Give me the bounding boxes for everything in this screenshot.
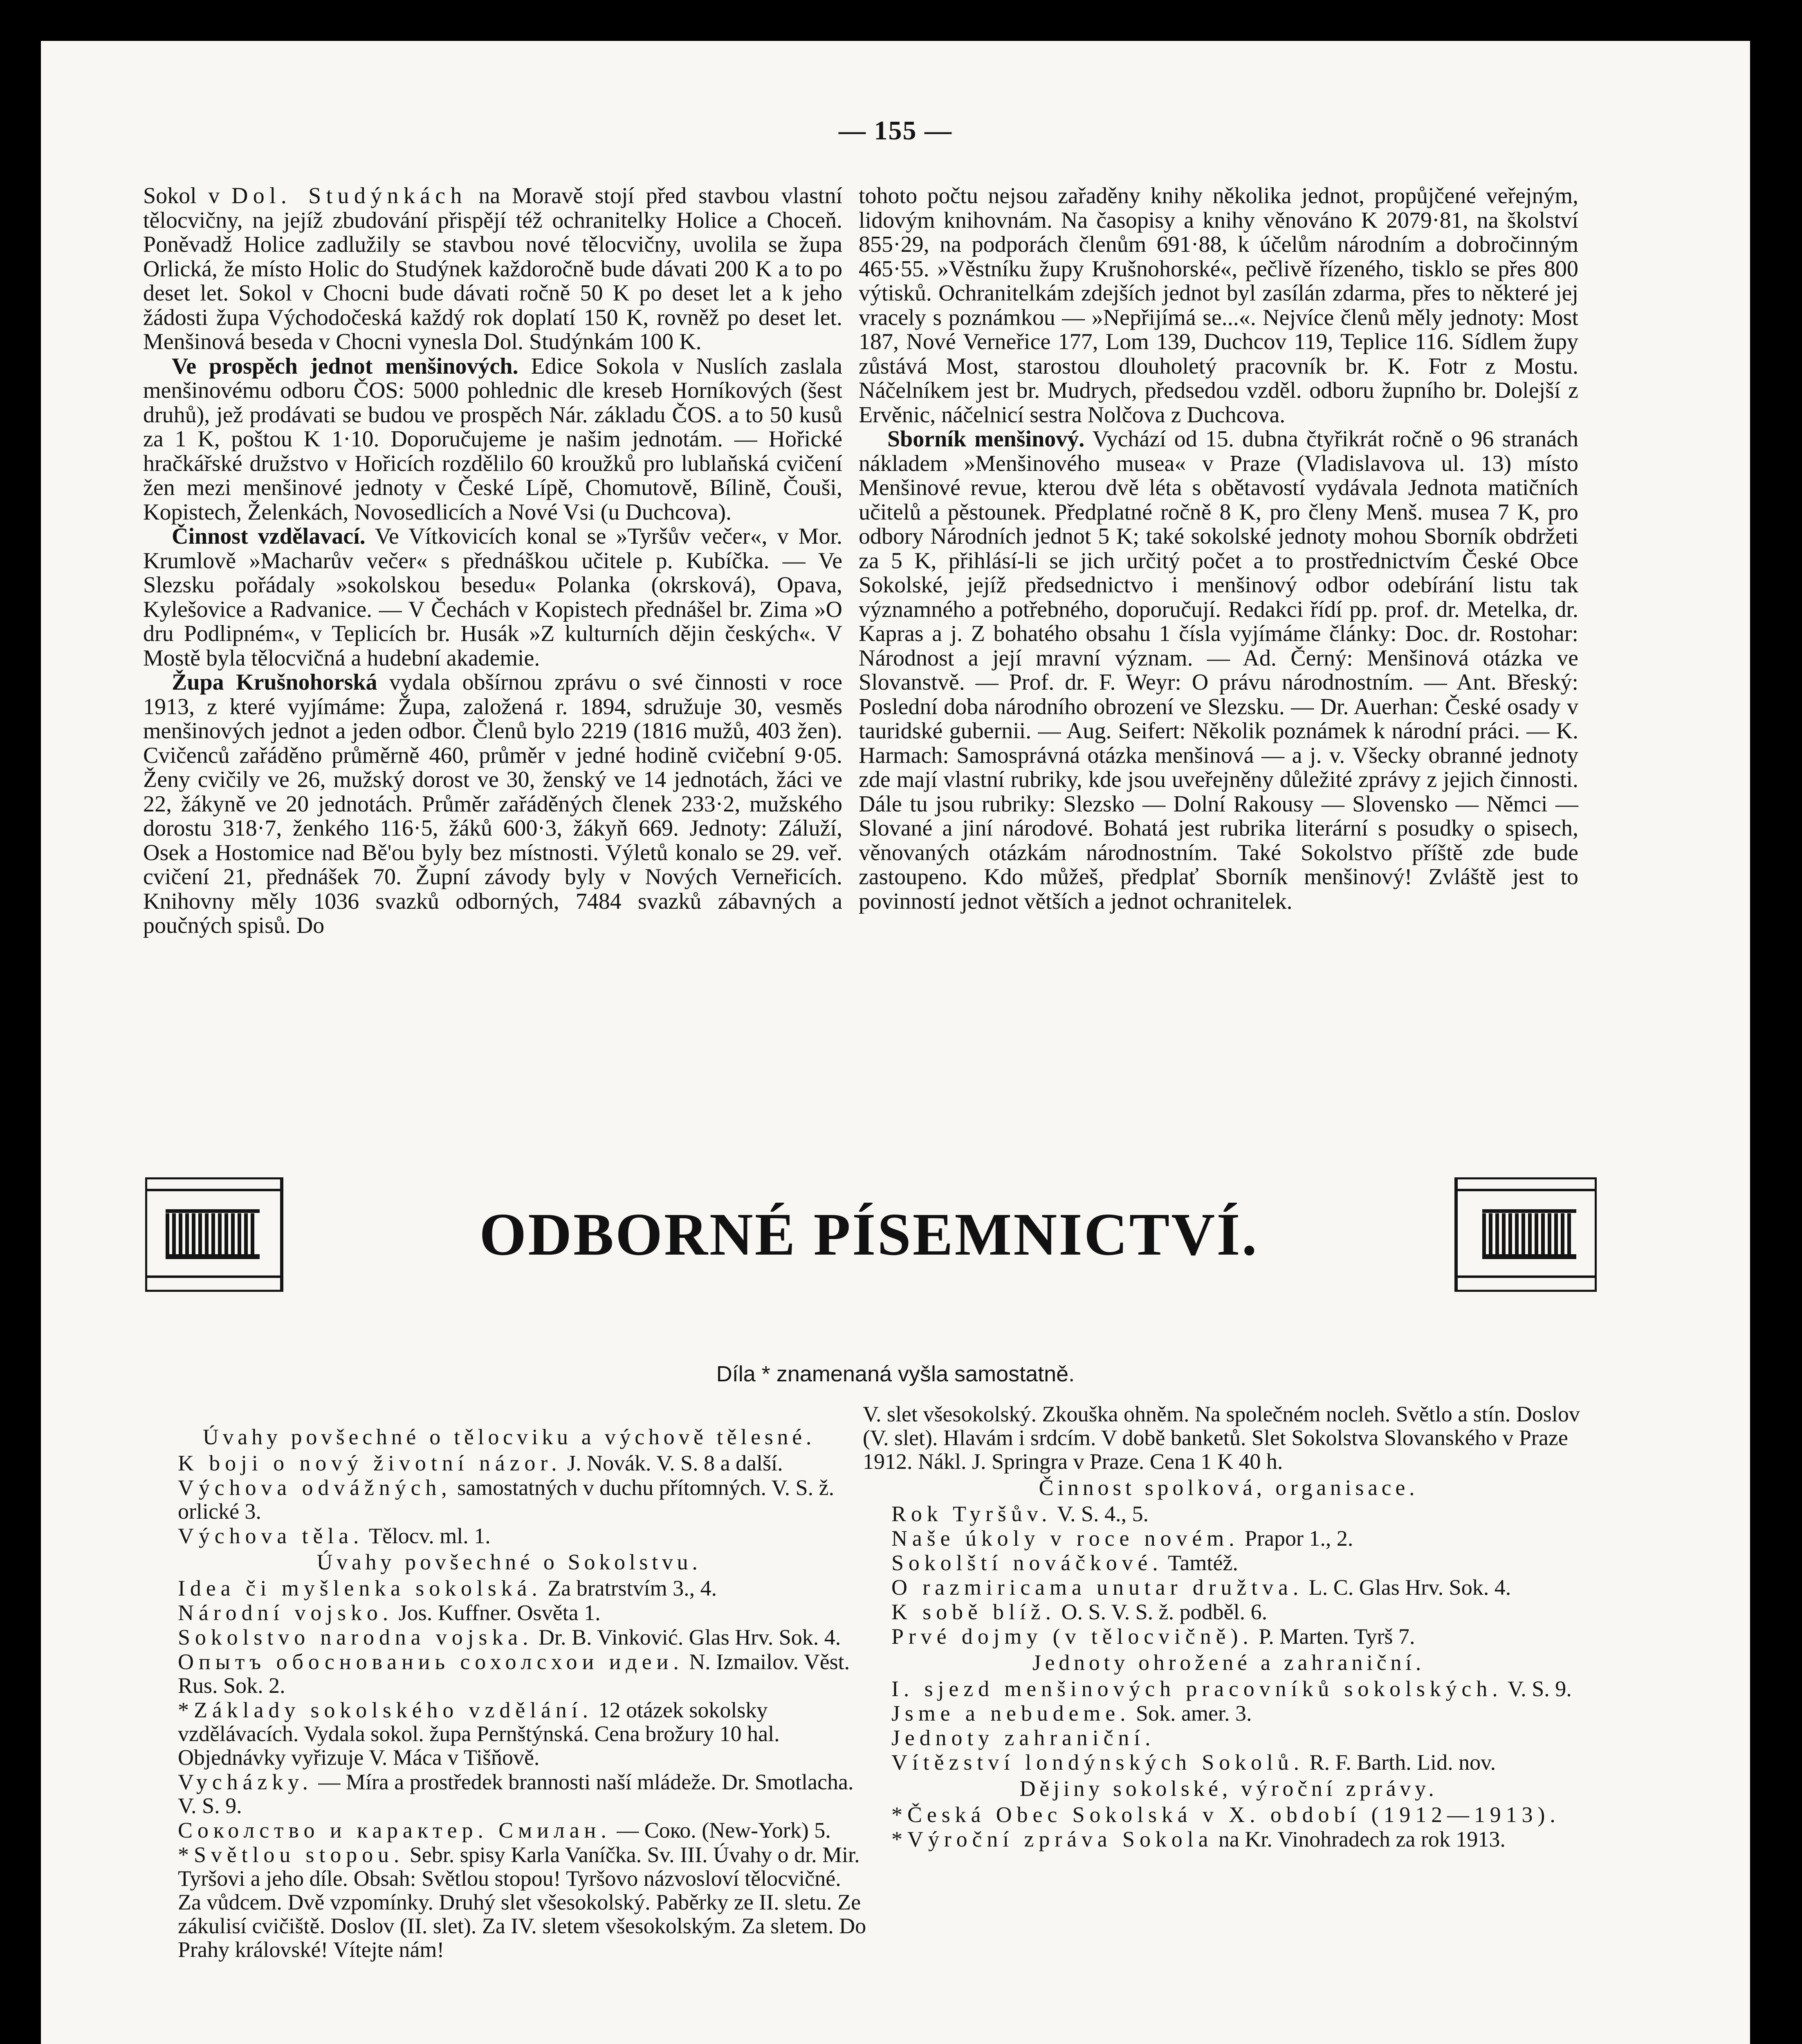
grille-bar xyxy=(205,1213,209,1254)
paragraph xyxy=(859,427,1578,914)
entry-details: Tamtéž. xyxy=(1162,1551,1238,1575)
entry-title: Idea či myšlenka sokolská. xyxy=(178,1576,542,1600)
entry-title: Rok Tyršův. xyxy=(891,1502,1052,1526)
grille-bar xyxy=(166,1213,169,1254)
bibliography-section-heading: Dějiny sokolské, výroční zprávy. xyxy=(1019,1776,1438,1801)
entry-details: V. S. 4., 5. xyxy=(1052,1502,1149,1526)
paragraph-text: Vychází od 15. dubna čtyřikrát ročně o 96 stranách nákladem »Menšinového musea« v Praze (Vladislavova ul. 13) místo Menšinové revue, kterou dvě léta s obětavostí vydávala Jednota matičních učitelů a pěstounek. Předplatné ročně 8 K, pro členy Menš. musea 7 K, pro odbory Národních jednot 5 K; také sokolské jednoty mohou Sborník obdržeti za 5 K, přihlásí-li se jich určitý počet a to prostřednictvím České Obce Sokolské, jejíž předsednictvo i menšinový odbor odebírání listu tak významného a potřebného, doporučují. Redakci řídí pp. prof. dr. Metelka, dr. Kapras a j. Z bohatého obsahu 1 čísla vyjímáme články: Doc. dr. Rostohar: Národnost a její mravní význam. — Ad. Černý: Menšinová otázka ve Slovanstvě. — Prof. dr. F. Weyr: O právu národnostním. — Ant. Břeský: Poslední doba národního obrození ve Slezsku. — Dr. Auerhan: České osady v tauridské gubernii. — Aug. Seifert: Několik poznámek k národní práci. — K. Harmach: Samosprávná otázka menšinová — a j. v. Všecky obranné jednoty zde mají vlastní rubriky, kde jsou uveřejněny důležité zprávy z jejich činnosti. Dále tu jsou rubriky: Slezsko — Dolní Rakousy — Slovensko — Němci — Slované a jiní národové. Bohatá jest rubrika literární s posudky o spisech, věnovaných otázkám národnostním. Také Sokolstvo příště zde bude zastoupeno. Kdo můžeš, předplať Sborník menšinový! Zvláště jest to povinností jednot větších a jednot ochranitelek. xyxy=(859,426,1579,914)
bibliography-left xyxy=(149,1423,869,1962)
grille-bar xyxy=(1561,1213,1564,1254)
paragraph xyxy=(143,670,842,938)
bibliography-entry xyxy=(149,1818,869,1842)
entry-title: Národní vojsko. xyxy=(178,1600,393,1625)
entry-title: K boji o nový životní názor. xyxy=(178,1451,562,1475)
grille-bar xyxy=(1541,1213,1545,1254)
grille-bar xyxy=(1521,1213,1525,1254)
entry-title: Vítězství londýnských Sokolů. xyxy=(891,1750,1304,1775)
paragraph-text: vydala obšírnou zprávu o své činnosti v roce 1913, z které vyjímáme: Župa, založená r. 1894, sdružuje 30, vesměs menšinových jednot a jeden odbor. Členů bylo 2219 (1816 mužů, 403 žen). Cvičenců zařáděno průměrně 460, průměr v jedné hodině cvičební 9·05. Ženy cvičily ve 26, mužský dorost ve 30, ženský ve 14 jednotách, žáci ve 22, žákyně ve 20 jednotách. Průměr zařáděných členek 233·2, mužského dorostu 318·7, ženkého 116·5, žáků 600·3, žákyň 669. Jednoty: Záluží, Osek a Hostomice nad Bě'ou byly bez místnosti. Výletů konalo se 29. veř. cvičení 21, přednášek 70. Župní závody byly v Nových Verneřicích. Knihovny měly 1036 svazků odborných, 7484 svazků zábavných a poučných spisů. Do xyxy=(143,670,842,938)
grille-bar xyxy=(172,1213,176,1254)
bibliography-entry xyxy=(149,1843,869,1961)
entry-details: J. Novák. V. S. 8 a další. xyxy=(561,1451,783,1475)
entry-title: Základy sokolského vzdělání. xyxy=(194,1698,593,1722)
entry-details: Za bratrstvím 3., 4. xyxy=(542,1576,717,1600)
bibliography-entry xyxy=(149,1650,869,1697)
note-line: Díla * znamenaná vyšla samostatně. xyxy=(716,1362,1075,1386)
bibliography-entry xyxy=(863,1625,1595,1648)
grille-bar xyxy=(198,1213,202,1254)
asterisk-mark: * xyxy=(178,1698,189,1722)
ornament-grille-right xyxy=(1482,1213,1576,1254)
entry-details: samostatných v duchu přítomných. V. S. ž. orlické 3. xyxy=(178,1475,835,1524)
grille-bar xyxy=(1548,1213,1551,1254)
paragraph-text: tohoto počtu nejsou zařaděny knihy několika jednot, propůjčené veřejným, lidovým knihovnám. Na časopisy a knihy věnováno K 2079·81, na školství 855·29, na podporách členům 691·88, k účelům národním a dobročinným 465·55. »Věstníku župy Krušnohorské«, pečlivě řízeného, tisklo se přes 800 výtisků. Ochranitelkám zdejších jednot byl zasílán zdarma, přes to některé jej vracely s poznámkou — »Nepřijímá se...«. Nejvíce členů měly jednoty: Most 187, Nové Verneřice 177, Lom 139, Duchcov 119, Teplice 116. Sídlem župy zůstává Most, starostou dlouholetý pracovník br. K. Fotr z Mostu. Náčelníkem jest br. Mudrych, předsedou vzděl. odboru župního br. Dolejší z Ervěnic, náčelnicí sestra Nolčova z Duchcova. xyxy=(859,183,1578,428)
paragraph-text: Ve Vítkovicích konal se »Tyršův večer«, v Mor. Krumlově »Macharův večer« s přednáškou učitele p. Kubíčka. — Ve Slezsku pořádaly »sokolskou besedu« Polanka (okrsková), Opava, Kylešovice a Radvanice. — V Čechách v Kopistech přednášel br. Zima »O dru Podlipném«, v Teplicích br. Husák »Z kulturních dějin českých«. V Mostě byla tělocvičná a hudební akademie. xyxy=(143,524,843,671)
grille-bar xyxy=(1495,1213,1499,1254)
entry-title: Světlou stopou. xyxy=(194,1842,404,1867)
bibliography-entry xyxy=(149,1698,869,1769)
grille-bar xyxy=(192,1213,195,1254)
bibliography-section-heading: Úvahy povšechné o Sokolstvu. xyxy=(316,1550,702,1574)
grille-bar xyxy=(1508,1213,1512,1254)
bibliography-entry xyxy=(863,1750,1595,1774)
bibliography-entry xyxy=(863,1551,1595,1575)
entry-title: Опытъ обоснованиь сохолсхои идеи. xyxy=(178,1650,684,1674)
grille-bar xyxy=(238,1213,241,1254)
section-title: ODBORNÉ PÍSEMNICTVÍ. xyxy=(479,1201,1259,1268)
bibliography-entry xyxy=(149,1524,869,1548)
entry-title: Sokolstvo narodna vojska. xyxy=(178,1625,533,1650)
grille-bar xyxy=(1502,1213,1506,1254)
bibliography-section-heading: Jednoty ohrožené a zahraniční. xyxy=(1032,1650,1425,1675)
entry-title: Vycházky. xyxy=(178,1770,313,1794)
asterisk-mark: * xyxy=(891,1802,902,1827)
paragraph-heading: Sborník menšinový. xyxy=(887,426,1085,452)
entry-details: Jos. Kuffner. Osvěta 1. xyxy=(393,1600,601,1625)
paragraph xyxy=(143,524,842,670)
bibliography-entry xyxy=(149,1625,869,1649)
grille-bar xyxy=(1535,1213,1538,1254)
grille-bar xyxy=(1515,1213,1519,1254)
page xyxy=(41,41,1750,2044)
entry-title: Česká Obec Sokolská v X. období (1912—1913). xyxy=(907,1802,1560,1827)
entry-details: N. Izmailov. Věst. Rus. Sok. 2. xyxy=(178,1650,850,1698)
grille-bar xyxy=(218,1213,222,1254)
grille-bottom-bar xyxy=(1482,1254,1576,1259)
grille-top-bar xyxy=(166,1209,260,1213)
page-number: — 155 — xyxy=(839,116,952,146)
grille-bar xyxy=(1554,1213,1558,1254)
grille-bar xyxy=(1567,1213,1571,1254)
entry-title: Sokolští nováčkové. xyxy=(891,1551,1163,1575)
bibliography-entry xyxy=(149,1601,869,1625)
entry-title: K sobě blíž. xyxy=(891,1600,1056,1624)
paragraph-heading: Činnost vzdělavací. xyxy=(172,524,366,549)
entry-details: Sebr. spisy Karla Vaníčka. Sv. III. Úvahy o dr. Mir. Tyršovi a jeho díle. Obsah: Světlou stopou! Tyršovo názvosloví tělocvičné. Za vůdcem. Dvě vzpomínky. Druhý slet všesokolský. Paběrky ze II. sletu. Ze zákulisí cvičiště. Doslov (II. slet). Za IV. sletem všesokolským. Za sletem. Do Prahy královské! Vítejte nám! xyxy=(178,1842,866,1962)
paragraph xyxy=(859,184,1578,427)
section-banner xyxy=(145,1177,1597,1292)
bibliography-entry xyxy=(863,1576,1595,1599)
entry-details: V. S. 9. xyxy=(1502,1676,1572,1701)
asterisk-mark: * xyxy=(891,1827,902,1851)
entry-title: Výchova odvážných, xyxy=(178,1475,452,1500)
bibliography-right xyxy=(863,1402,1595,1852)
bibliography-entry xyxy=(863,1827,1595,1851)
bibliography-section-heading: Úvahy povšechné o tělocviku a výchově tělesné. xyxy=(202,1425,816,1449)
grille-bar xyxy=(179,1213,182,1254)
paragraph-text: Dol. Studýnkách xyxy=(231,183,467,208)
grille-bar xyxy=(251,1213,254,1254)
grille-bar xyxy=(211,1213,215,1254)
paragraph-heading: Župa Krušnohorská xyxy=(172,670,377,695)
grille-top-bar xyxy=(1482,1209,1576,1213)
entry-details: Prapor 1., 2. xyxy=(1239,1526,1353,1551)
bibliography-entry xyxy=(149,1770,869,1818)
bibliography-entry xyxy=(863,1526,1595,1550)
entry-details: Sok. amer. 3. xyxy=(1130,1701,1252,1726)
grille-bar xyxy=(231,1213,235,1254)
entry-title: O razmiricama unutar družtva. xyxy=(891,1575,1304,1600)
grille-bar xyxy=(224,1213,228,1254)
bibliography-entry xyxy=(863,1502,1595,1526)
paragraph-text: Edice Sokola v Nuslích zaslala menšinovému odboru ČOS: 5000 pohlednic dle kreseb Horníkových (šest druhů), jež prodávati se budou ve prospěch Nár. základu ČOS. a to 50 kusů za 1 K, poštou K 1·10. Doporučujeme je našim jednotám. — Hořické hračkářské družstvo v Hořicích rozdělilo 60 kroužků pro lublaňská cvičení žen mezi menšinové jednoty v České Lípě, Chomutově, Bílině, Čouši, Kopistech, Želenkách, Novosedlicích a Nové Vsi (u Duchcova). xyxy=(143,353,842,525)
paragraph xyxy=(143,184,842,354)
entry-title: Výchova těla. xyxy=(178,1524,364,1548)
paragraph-text: na Moravě stojí před stavbou vlastní tělocvičny, na jejíž zbudování přispějí též ochranitelky Holice a Choceň. Poněvadž Holice zadlužily se stavbou nové tělocvičny, uvolila se župa Orlická, že místo Holic do Studýnek každoročně bude dávati 200 K a to po deset let. Sokol v Chocni bude dávati ročně 50 K po deset let a k jeho žádosti župa Východočeská každý rok doplatí 150 K, rovněž po deset let. Menšinová beseda v Chocni vynesla Dol. Studýnkám 100 K. xyxy=(143,183,843,354)
entry-details: P. Marten. Tyrš 7. xyxy=(1253,1624,1415,1649)
entry-details: O. S. V. S. ž. podběl. 6. xyxy=(1056,1600,1268,1624)
entry-details: Dr. B. Vinković. Glas Hrv. Sok. 4. xyxy=(533,1625,841,1650)
grille-bar xyxy=(1482,1213,1486,1254)
entry-title: Naše úkoly v roce novém. xyxy=(891,1526,1239,1551)
entry-title: I. sjezd menšinových pracovníků sokolských. xyxy=(891,1676,1503,1701)
grille-bar xyxy=(244,1213,248,1254)
entry-details: L. C. Glas Hrv. Sok. 4. xyxy=(1303,1575,1511,1600)
entry-title: Výroční zpráva Sokola xyxy=(907,1827,1213,1851)
entry-title: Jsme a nebudeme. xyxy=(891,1701,1131,1726)
bibliography-entry xyxy=(863,1677,1595,1701)
entry-details: — Míra a prostředek brannosti naší mládeže. Dr. Smotlacha. V. S. 9. xyxy=(178,1770,854,1818)
bibliography-entry xyxy=(863,1726,1595,1750)
entry-details: — Соко. (New-York) 5. xyxy=(611,1818,831,1842)
entry-details: 12 otázek sokolsky vzdělávacích. Vydala sokol. župa Pernštýnská. Cena brožury 10 hal. Objednávky vyřizuje V. Máca v Tišňově. xyxy=(178,1698,780,1770)
entry-title: Соколство и карактер. Смилан. xyxy=(178,1818,611,1842)
entry-details: R. F. Barth. Lid. nov. xyxy=(1304,1750,1496,1775)
asterisk-mark: * xyxy=(178,1842,189,1867)
bibliography-entry-continued: V. slet všesokolský. Zkouška ohněm. Na společném nocleh. Světlo a stín. Doslov (V. slet). Hlavám i srdcím. V době banketů. Slet Sokolstva Slovanského v Praze 1912. Nákl. J. Springra v Praze. Cena 1 K 40 h. xyxy=(863,1402,1580,1474)
bibliography-entry xyxy=(863,1701,1595,1725)
right-column xyxy=(859,184,1578,914)
paragraph-text: Sokol v xyxy=(143,183,231,208)
bibliography-entry xyxy=(863,1600,1595,1624)
grille-bottom-bar xyxy=(166,1254,260,1259)
entry-title: Prvé dojmy (v tělocvičně). xyxy=(891,1624,1253,1649)
bibliography-entry xyxy=(863,1803,1595,1827)
paragraph xyxy=(143,354,842,525)
entry-details: Tělocv. ml. 1. xyxy=(364,1524,491,1548)
bibliography-entry xyxy=(149,1476,869,1523)
bibliography-entry xyxy=(149,1451,869,1475)
bibliography-entry xyxy=(149,1576,869,1600)
entry-title: Jednoty zahraniční. xyxy=(891,1726,1156,1750)
grille-bar xyxy=(185,1213,189,1254)
bibliography-section-heading: Činnost spolková, organisace. xyxy=(1039,1475,1419,1500)
paragraph-heading: Ve prospěch jednot menšinových. xyxy=(172,353,518,379)
ornament-grille-left xyxy=(166,1213,260,1254)
entry-details: na Kr. Vinohradech za rok 1913. xyxy=(1213,1827,1506,1851)
grille-bar xyxy=(1489,1213,1492,1254)
left-column xyxy=(143,184,842,938)
grille-bar xyxy=(1528,1213,1532,1254)
